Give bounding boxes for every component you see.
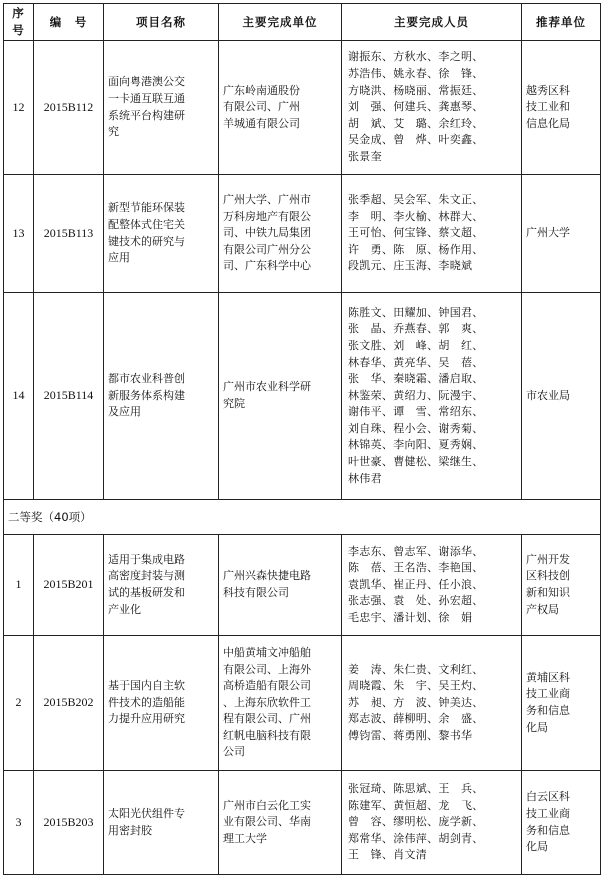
cell-line: 用密封胶 (108, 823, 152, 837)
header-recommender: 推荐单位 (522, 4, 601, 41)
cell-line: 郑常华、涂伟萍、胡剑青、 (348, 831, 484, 845)
cell-text: 2015B113 (43, 225, 94, 240)
cell-line: 周晓霞、朱 宇、吴王灼、 (348, 679, 484, 693)
cell-line: 太阳光伏组件专 (108, 806, 185, 820)
cell-line: 许 勇、陈 原、杨作用、 (348, 242, 484, 256)
cell-recommender (522, 636, 601, 771)
cell-line: 力提升应用研究 (108, 712, 185, 726)
cell-line: 广州大学 (526, 226, 570, 240)
cell-line: 陈 蓓、王名浩、李艳国、 (348, 561, 484, 575)
cell-line: 羊城通有限公司 (223, 116, 300, 130)
cell-line: 新服务体系构建 (108, 388, 185, 402)
table-body-first-prize (4, 41, 601, 500)
cell-seq (4, 41, 34, 175)
cell-line: 段凯元、庄玉海、李晓斌 (348, 259, 473, 273)
cell-line: 适用于集成电路 (108, 552, 185, 566)
header-seq: 序号 (4, 4, 34, 41)
cell-code (34, 535, 104, 636)
cell-line: 红帆电脑科技有限 (223, 728, 311, 742)
cell-line: 高桥造船有限公司 (223, 679, 311, 693)
header-row (4, 4, 601, 41)
cell-line: 林伟君 (348, 471, 382, 485)
cell-line: 张景奎 (348, 149, 382, 163)
cell-text: 14 (12, 388, 25, 403)
cell-line: 方晓洪、杨晓丽、常振廷、 (348, 83, 484, 97)
cell-line: 广州市白云化工实 (223, 798, 311, 812)
cell-line: 傅钧雷、蒋勇刚、黎书华 (348, 728, 473, 742)
cell-seq (4, 535, 34, 636)
cell-code (34, 41, 104, 175)
cell-text: 2015B201 (43, 577, 94, 592)
section-label: 二等奖（40项） (4, 500, 601, 535)
cell-line: 及应用 (108, 405, 141, 419)
cell-line: 林春华、黄亮华、吴 蓓、 (348, 355, 484, 369)
cell-text: 2015B112 (43, 99, 94, 114)
cell-line: 程有限公司、广州 (223, 712, 311, 726)
cell-line: 技工业商 (526, 806, 570, 820)
cell-line: 姜 涛、朱仁贵、文利红、 (348, 662, 484, 676)
cell-line: 林鉴荣、黄绍力、阮漫宇、 (348, 388, 484, 402)
header-units: 主要完成单位 (219, 4, 342, 41)
cell-project-name (104, 175, 219, 293)
cell-line: 李志东、曾志军、谢添华、 (348, 544, 484, 558)
cell-line: 配整体式住宅关 (108, 217, 185, 231)
cell-line: 胡 斌、艾 璐、余红玲、 (348, 116, 484, 130)
cell-text: 3 (15, 814, 22, 829)
cell-line: 科技有限公司 (223, 586, 289, 599)
cell-line: 试的基板研发和 (108, 586, 185, 599)
cell-line: 吴金成、曾 烨、叶奕鑫、 (348, 133, 484, 147)
header-people: 主要完成人员 (342, 4, 522, 41)
cell-line: 陈建军、黄恒超、龙 飞、 (348, 798, 484, 812)
cell-line: 新型节能环保装 (108, 201, 185, 215)
cell-project-name (104, 771, 219, 875)
cell-line: 广州开发 (526, 552, 570, 566)
cell-line: 王可怡、何宝锋、蔡文超、 (348, 226, 484, 240)
cell-line: 毛忠宇、潘计划、徐 娟 (348, 610, 473, 624)
cell-units (219, 636, 342, 771)
cell-people (342, 771, 522, 875)
cell-line: 公司 (223, 745, 245, 759)
cell-line: 有限公司、上海外 (223, 662, 311, 676)
cell-line: 区科技创 (526, 569, 570, 583)
cell-line: 林锦英、李向阳、夏秀娴、 (348, 438, 484, 452)
table-row (4, 175, 601, 293)
cell-recommender (522, 175, 601, 293)
cell-line: 张 华、秦晓霜、潘启取、 (348, 372, 484, 386)
cell-text: 2015B203 (43, 814, 94, 829)
cell-line: 有限公司、广州 (223, 100, 300, 114)
cell-line: 、上海东欣软件工 (223, 695, 311, 709)
table-body-section (4, 500, 601, 535)
cell-recommender (522, 293, 601, 500)
cell-line: 王 锋、肖文清 (348, 848, 428, 862)
table-body-second-prize (4, 535, 601, 875)
cell-line: 叶世豪、曹健松、梁继生、 (348, 455, 484, 469)
cell-code (34, 636, 104, 771)
cell-seq (4, 293, 34, 500)
cell-units (219, 175, 342, 293)
cell-line: 曾 容、缪明松、庞学新、 (348, 815, 484, 829)
cell-line: 万科房地产有限公 (223, 209, 311, 223)
cell-recommender (522, 771, 601, 875)
cell-line: 广州兴森快捷电路 (223, 569, 311, 583)
cell-text: 12 (12, 99, 25, 114)
cell-project-name (104, 636, 219, 771)
cell-line: 究 (108, 125, 119, 139)
cell-seq (4, 175, 34, 293)
cell-people (342, 535, 522, 636)
cell-text: 1 (15, 577, 22, 592)
cell-line: 谢振东、方秋水、李之明、 (348, 50, 484, 64)
cell-line: 郑志波、薛柳明、余 盛、 (348, 712, 484, 726)
cell-line: 李 明、李火榆、林群大、 (348, 209, 484, 223)
cell-text: 2015B114 (43, 388, 94, 403)
cell-people (342, 175, 522, 293)
award-table (3, 3, 601, 875)
cell-line: 技工业和 (526, 100, 570, 114)
cell-line: 张志强、袁 处、孙宏超、 (348, 594, 484, 608)
header-code: 编 号 (34, 4, 104, 41)
cell-line: 务和信息 (526, 823, 570, 837)
cell-line: 刘自珠、程小会、谢秀菊、 (348, 421, 484, 435)
cell-line: 袁凯华、崔正丹、任小浪、 (348, 577, 484, 591)
cell-units (219, 41, 342, 175)
cell-line: 刘 强、何建兵、龚惠琴、 (348, 100, 484, 114)
cell-line: 产权局 (526, 602, 559, 616)
table-row (4, 636, 601, 771)
cell-people (342, 636, 522, 771)
header-project-name: 项目名称 (104, 4, 219, 41)
cell-units (219, 771, 342, 875)
cell-line: 司、广东科学中心 (223, 259, 311, 273)
cell-line: 化局 (526, 720, 548, 734)
cell-text: 2015B202 (43, 695, 94, 710)
cell-line: 基于国内自主软 (108, 679, 185, 693)
table-row (4, 41, 601, 175)
cell-line: 理工大学 (223, 831, 267, 845)
cell-seq (4, 636, 34, 771)
cell-line: 苏浩伟、姚永春、徐 锋、 (348, 67, 484, 81)
cell-line: 系统平台构建研 (108, 108, 185, 122)
cell-line: 新和知识 (526, 586, 570, 599)
table-row (4, 771, 601, 875)
cell-code (34, 771, 104, 875)
cell-seq (4, 771, 34, 875)
cell-line: 谢伟平、谭 雪、常绍东、 (348, 405, 484, 419)
table-row (4, 293, 601, 500)
cell-line: 越秀区科 (526, 83, 570, 97)
cell-line: 都市农业科普创 (108, 372, 185, 386)
cell-line: 司、中铁九局集团 (223, 226, 311, 240)
cell-line: 苏 昶、方 波、钟美达、 (348, 695, 484, 709)
cell-line: 白云区科 (526, 790, 570, 804)
cell-line: 键技术的研究与 (108, 234, 185, 248)
cell-line: 技工业商 (526, 687, 570, 701)
cell-people (342, 293, 522, 500)
cell-units (219, 535, 342, 636)
cell-line: 信息化局 (526, 116, 570, 130)
cell-code (34, 293, 104, 500)
cell-line: 张季超、吴会军、朱文正、 (348, 193, 484, 207)
cell-recommender (522, 41, 601, 175)
cell-line: 一卡通互联互通 (108, 91, 185, 105)
cell-project-name (104, 293, 219, 500)
cell-line: 市农业局 (526, 388, 570, 402)
cell-units (219, 293, 342, 500)
cell-line: 业有限公司、华南 (223, 815, 311, 829)
table-row (4, 535, 601, 636)
cell-line: 张 晶、乔燕春、郭 爽、 (348, 322, 484, 336)
cell-line: 高密度封装与测 (108, 569, 185, 583)
cell-line: 广州大学、广州市 (223, 193, 311, 207)
cell-line: 产业化 (108, 602, 141, 616)
cell-line: 务和信息 (526, 704, 570, 717)
cell-text: 13 (12, 225, 25, 240)
section-row (4, 500, 601, 535)
cell-line: 陈胜文、田耀加、钟国君、 (348, 305, 484, 319)
cell-line: 中船黄埔文冲船舶 (223, 645, 311, 659)
cell-project-name (104, 41, 219, 175)
cell-line: 广东岭南通股份 (223, 83, 300, 97)
cell-line: 面向粤港澳公交 (108, 75, 185, 89)
cell-line: 化局 (526, 840, 548, 854)
cell-project-name (104, 535, 219, 636)
cell-line: 张文胜、刘 峰、胡 红、 (348, 338, 484, 352)
cell-line: 黄埔区科 (526, 670, 570, 684)
cell-line: 广州市农业科学研 (223, 380, 311, 394)
cell-line: 究院 (223, 397, 245, 410)
cell-text: 2 (15, 695, 22, 710)
cell-recommender (522, 535, 601, 636)
cell-line: 张冠琦、陈思斌、王 兵、 (348, 782, 484, 796)
cell-people (342, 41, 522, 175)
cell-code (34, 175, 104, 293)
cell-line: 应用 (108, 251, 130, 265)
cell-line: 有限公司广州分公 (223, 242, 311, 256)
cell-line: 件技术的造船能 (108, 695, 185, 709)
